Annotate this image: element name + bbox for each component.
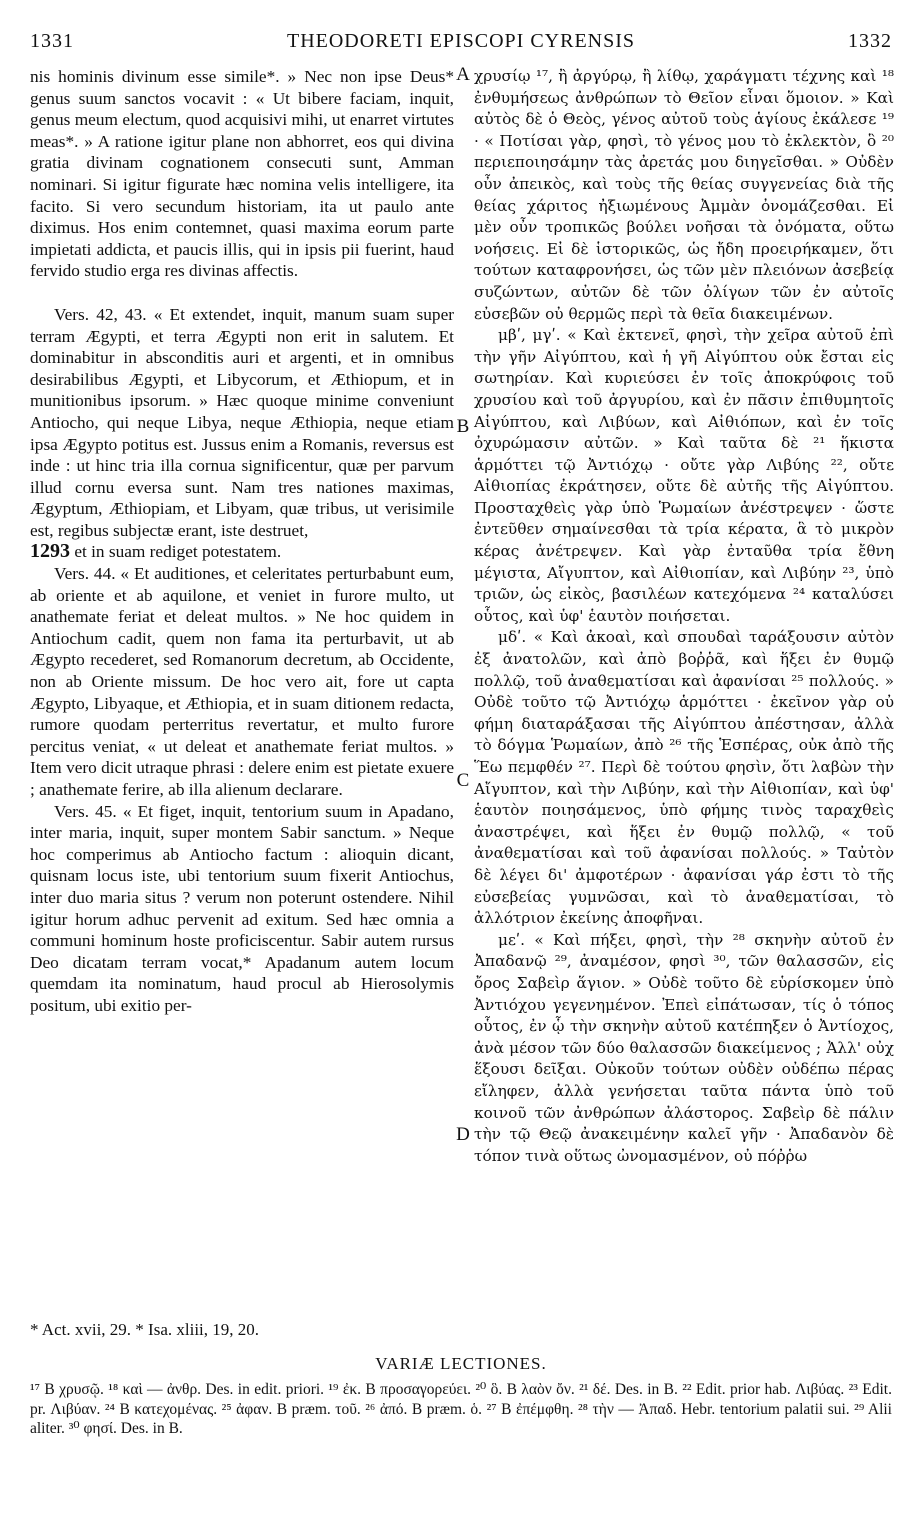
latin-paragraph-tail: et in suam rediget potestatem. [74,542,282,562]
column-marker-b: B [456,416,470,437]
latin-paragraph [30,541,454,563]
latin-paragraph: nis hominis divinum esse simile*. » Nec non ipse Deus* genus suum sanctos vocavit : « Ut bibere faciam, inquit, genus meum electum, quod acquisivi mihi, ut enarret virtutes meas*. » A ratione igitur plane non abhorret, eos qui divina gratia divinam cognationem consecuti sunt, Amman nominari. Si igitur figurate hæc nomina velis intelligere, ita facito. Si vero secundum historiam, ita ut paulo ante diximus. Hos enim contemnet, quasi maxima eorum parte impietati addicta, et paucis illis, qui in ipsis pii fuerint, haud fervido studio erga res divinas affectis. [30,67,454,281]
greek-paragraph: μβʹ, μγʹ. « Καὶ ἐκτενεῖ, φησὶ, τὴν χεῖρα αὐτοῦ ἐπὶ τὴν γῆν Αἰγύπτου, καὶ ἡ γῆ Αἰγύπτου οὐκ ἔσται εἰς σωτηρίαν. Καὶ κυριεύσει ἐν τοῖς ἀποκρύφοις τοῦ χρυσίου καὶ τοῦ ἀργυρίου, καὶ ἐν πᾶσιν ἐπιθυμητοῖς Αἰγύπτου, καὶ Λιβύων, καὶ Αἰθιόπων, καὶ ἐν τοῖς ὀχυρώμασιν αὐτῶν. » Καὶ ταῦτα δὲ ²¹ ἥκιστα ἁρμόττει τῷ Ἀντιόχῳ · οὔτε γὰρ Λιβύης ²², οὔτε Αἰθιοπίας ἐκράτησεν, οὔτε δὲ αὐτῆς τῆς Αἰγύπτου. Προσταχθεὶς γὰρ ὑπὸ Ῥωμαίων ἀνέστρεψεν · ὥστε ἐντεῦθεν σημαίνεσθαι τὰ τρία κέρατα, ἃ τὸ μικρὸν κέρας ἀνέτρεψεν. Καὶ γὰρ ἐνταῦθα τρία ἔθνη μέγιστα, Αἴγυπτον, καὶ Αἰθιοπίαν, καὶ Λιβύην ²³, ὑπὸ τριῶν, ὡς εἰκὸς, βασιλέων κατεχόμενα ²⁴ καταλύσει οὗτος, καὶ ὑφ' ἑαυτὸν ποιήσεται. [474,326,894,625]
greek-column [474,66,894,1167]
latin-paragraph: Vers. 45. « Et figet, inquit, tentorium suum in Apadano, inter maria, inquit, super montem Sabir sanctum. » Neque hoc comperimus ab Antiocho factum : alioquin dicant, quisnam locus iste, ubi tentorium suum fixerit Antiochus, inter duo maria situs ? verum non poterunt ostendere. Nihil igitur horum adhuc pervenit ad exitum. Sed hæc omnia a communi hominum hoste proficiscentur. Sabir autem rursus Deo dicatam terram vocat,* Apadanum autem locum quemdam ita nominatum, haud procul ab Hierosolymis positum, ubi exitio per- [30,801,454,1015]
greek-paragraph: μδʹ. « Καὶ ἀκοαὶ, καὶ σπουδαὶ ταράξουσιν αὐτὸν ἐξ ἀνατολῶν, καὶ ἀπὸ βοῤῥᾶ, καὶ ἥξει ἐν θυμῷ πολλῷ, τοῦ ἀναθεματίσαι καὶ ἀφανίσαι ²⁵ πολλούς. » Οὐδὲ τοῦτο τῷ Ἀντιόχῳ ἁρμόττει · ἐκεῖνον γὰρ οὐ φήμη διαταράξασαι τῆς Αἰγύπτου ἀπέστησαν, ἀλλὰ τὸ δόγμα Ῥωμαίων, ἀπὸ ²⁶ τῆς Ἑσπέρας, οὐκ ἀπὸ τῆς Ἕω πεμφθέν ²⁷. Περὶ δὲ τούτου φησὶν, ὅτι λαβὼν τὴν Αἴγυπτον, καὶ τὴν Λιβύην, καὶ τὴν Αἰθιοπίαν, καὶ ὑφ' ἑαυτὸν ποιησάμενος, ὑπὸ φήμης τινὸς ταραχθεὶς ἀναστρέψει, καὶ ἥξει ἐν θυμῷ πολλῷ, « τοῦ ἀναθεματίσαι καὶ τοῦ ἀφανίσαι πολλούς. » Ταὐτὸν δὲ λέγει δι' ἀμφοτέρων · ἀφανίσαι γάρ ἐστι τὸ τῆς εὐσεβείας γυμνῶσαι, καὶ τὸ ἀναθεματίσαι, τὸ ἀλλότριον ἐκείνης ἀποφῆναι. [474,628,894,928]
greek-paragraph: μεʹ. « Καὶ πήξει, φησὶ, τὴν ²⁸ σκηνὴν αὐτοῦ ἐν Ἀπαδανῷ ²⁹, ἀναμέσον, φησὶ ³⁰, τῶν θαλασσῶν, εἰς ὄρος Σαβεὶρ ἅγιον. » Οὐδὲ τοῦτο δὲ εὑρίσκομεν ὑπὸ Ἀντιόχου γεγενημένον. Ἐπεὶ εἰπάτωσαν, τίς ὁ τόπος οὗτος, ἐν ᾧ τὴν σκηνὴν αὐτοῦ κατέπηξεν ὁ Ἀντίοχος, ἀνὰ μέσον τῶν δύο θαλασσῶν διακείμενος ; Ἀλλ' οὐχ ἕξουσι δεῖξαι. Οὐκοῦν τούτων οὐδὲν οὐδέπω πέρας εἴληφεν, ἀλλὰ γενήσεται ταῦτα πάντα ὑπὸ τοῦ κοινοῦ τῶν ἀνθρώπων ἀλάστορος. Σαβεὶρ δὲ πάλιν τὴν τῷ Θεῷ ἀνακειμένην καλεῖ γῆν · Ἀπαδανὸν δὲ τόπον τινὰ οὕτως ὠνομασμένον, οὐ πόῤῥω [474,930,894,1165]
footnotes: * Act. xvii, 29. * Isa. xliii, 19, 20. [30,1320,260,1339]
column-marker-a: A [456,64,470,85]
variae-lectiones: ¹⁷ B χρυσῷ. ¹⁸ καὶ — ἀνθρ. Des. in edit. priori. ¹⁹ ἐκ. B προσαγορεύει. ²⁰ ὃ. B λαὸν ὄν. ²¹ δέ. Des. in B. ²² Edit. prior hab. Λιβύας. ²³ Edit. pr. Λιβύαν. ²⁴ B κατεχομένας. ²⁵ ἀφαν. B præm. τοῦ. ²⁶ ἀπό. B præm. ὁ. ²⁷ B ἐπέμφθη. ²⁸ τὴν — Ἀπαδ. Hebr. tentorium palatii sui. ²⁹ Alii aliter. ³⁰ φησί. Des. in B. [30,1381,892,1437]
running-title: THEODORETI EPISCOPI CYRENSIS [286,30,636,52]
variae-lectiones-title: VARIÆ LECTIONES. [375,1354,547,1373]
latin-paragraph: Vers. 42, 43. « Et extendet, inquit, manum suam super terram Ægypti, et terra Ægypti non erit in salutem. Et dominabitur in absconditis auri et argenti, et in omnibus desirabilibus Ægypti, et Libycorum, et Æthiopum, et in munitionibus ipsorum. » Hæc quoque minime conveniunt Antiocho, qui neque Libya, neque Æthiopia, neque etiam ipsa Ægypto potitus est. Jussus enim a Romanis, reversus est inde : ut hinc tria illa cornua significentur, quæ per parvum illud cornu eversa sunt. Nam tres nationes maximas, Ægyptum, Æthiopiam, et Libyam, quæ tribus, ut verisimile est, regibus subjectæ erant, iste destruet, [30,304,454,540]
latin-column [30,66,454,1017]
greek-paragraph: χρυσίῳ ¹⁷, ἢ ἀργύρῳ, ἢ λίθῳ, χαράγματι τέχνης καὶ ¹⁸ ἐνθυμήσεως ἀνθρώπων τὸ Θεῖον εἶναι ὅμοιον. » Καὶ αὐτὸς δὲ ὁ Θεὸς, γένος αὐτοῦ τοὺς ἁγίους ἐκάλεσε ¹⁹ · « Ποτίσαι γὰρ, φησὶ, τὸ γένος μου τὸ ἐκλεκτὸν, ὃ ²⁰ περιεποιησάμην τὰς ἀρετάς μου διηγεῖσθαι. » Οὐδὲν οὖν ἀπεικὸς, καὶ τοὺς τῆς θείας συγγενείας διὰ τῆς θείας χάριτος ἠξιωμένους Ἀμμὰν ὀνομάζεσθαι. Εἰ μὲν οὖν τροπικῶς βούλει νοῆσαι τὰ ὀνόματα, οὕτω νοήσεις. Εἰ δὲ ἱστορικῶς, ὡς ἤδη προειρήκαμεν, ὅτι τούτων καταφρονήσει, ὡς τῶν μὲν πλειόνων ἀσεβείᾳ συζώντων, αὐτῶν δὲ τῶν ὀλίγων τῶν ἐν αὐτοῖς εὐσεβῶν οὐ θερμῶς περὶ τὰ θεῖα διακειμένων. [474,67,894,323]
latin-paragraph: Vers. 44. « Et auditiones, et celeritates perturbabunt eum, ab oriente et ab aquilone, et veniet in furore multo, ut anathemate feriat et deleat multos. » Ne hoc quidem in Antiochum cadit, quem non fama ita perturbavit, ut ab Ægypto recederet, sed Romanorum decretum, ab Occidente, non ab Oriente missum. De hoc vero ait, fore ut capta Ægypto, Libyaque, et Æthiopia, et in suam ditionem redacta, rumore quodam perterritus revertatur, et multo furore percitus veniat, « ut deleat et anathemate feriat multos. » Item vero dicit utraque phrasi : delere enim est pietate exuere ; anathemate ferire, ab illa alienum declarare. [30,564,454,799]
page-header [30,30,892,56]
column-marker-c: C [456,770,470,791]
column-marker-d: D [456,1124,470,1145]
column-number: 1293 [30,540,70,563]
page-number-right: 1332 [848,30,892,52]
page-number-left: 1331 [30,30,74,52]
